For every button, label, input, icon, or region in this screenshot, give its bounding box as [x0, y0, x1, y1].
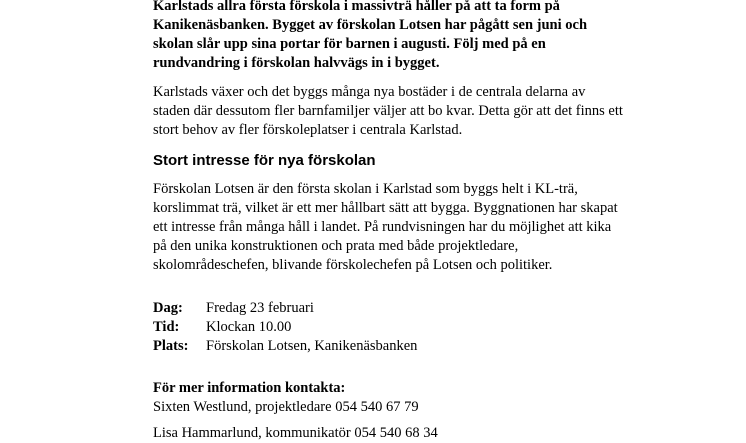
- detail-label: Dag:: [153, 300, 183, 316]
- body-paragraph-2: Förskolan Lotsen är den första skolan i Karlstad som byggs helt i KL-trä, korslimmat trä, vilket är ett mer hållbart sätt att bygga. Byggnationen har skapat ett intresse från många håll i landet. På rundvisningen har du möjlighet att kika på den unika konstruktionen och prata med både projektledare, skolområdeschefen, blivande förskolechefen på Lotsen och politiker.: [153, 181, 618, 273]
- detail-row-day: [153, 299, 623, 318]
- detail-value: Förskolan Lotsen, Kanikenäsbanken: [206, 338, 418, 354]
- section-heading: Stort intresse för nya förskolan: [153, 152, 376, 169]
- event-details: [153, 299, 623, 356]
- detail-label: Plats:: [153, 338, 189, 354]
- contact-title: För mer information kontakta:: [153, 380, 346, 396]
- lead-paragraph: Karlstads allra första förskola i massivträ håller på att ta form på Kanikenäsbanken. Bygget av förskolan Lotsen har pågått sen juni och skolan slår upp sina portar för barnen i augusti. Följ med på en rundvandring i förskolan halvvägs in i bygget.: [153, 0, 588, 71]
- contact-line-1: Sixten Westlund, projektledare 054 540 67 79: [153, 399, 419, 415]
- detail-row-time: [153, 318, 623, 337]
- body-paragraph-1: Karlstads växer och det byggs många nya bostäder i de centrala delarna av staden där dessutom fler barnfamiljer väljer att bo kvar. Detta gör att det finns ett stort behov av fler förskoleplatser i centrala Karlstad.: [153, 84, 623, 138]
- contact-block: [153, 379, 623, 443]
- detail-value: Fredag 23 februari: [206, 300, 314, 316]
- detail-label: Tid:: [153, 319, 180, 335]
- contact-line-2: Lisa Hammarlund, kommunikatör 054 540 68 34: [153, 425, 438, 441]
- detail-row-place: [153, 337, 623, 356]
- detail-value: Klockan 10.00: [206, 319, 292, 335]
- press-release: [153, 0, 623, 443]
